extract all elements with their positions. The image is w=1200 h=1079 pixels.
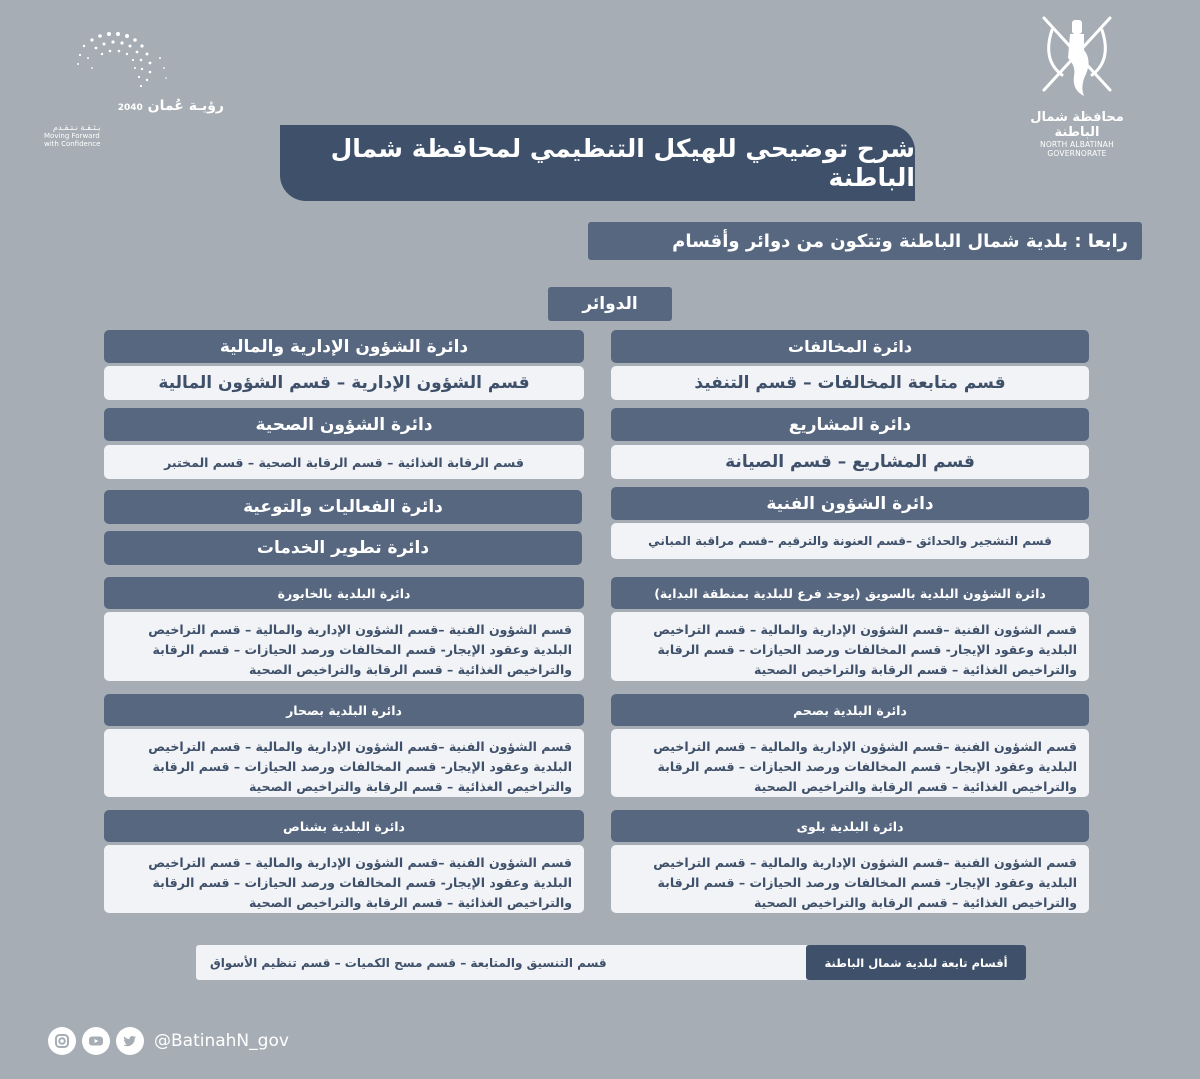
twitter-icon[interactable]: [116, 1027, 144, 1055]
dept-liwa-head: دائرة البلدية بلوى: [611, 810, 1089, 842]
governorate-name-ar: محافظة شمال الباطنة: [1030, 110, 1124, 140]
social-links: [48, 1025, 289, 1057]
dept-sohar-head: دائرة البلدية بصحار: [104, 694, 584, 726]
youtube-icon[interactable]: [82, 1027, 110, 1055]
dept-shinas-head: دائرة البلدية بشناص: [104, 810, 584, 842]
dept-technical-head: دائرة الشؤون الفنية: [611, 487, 1089, 520]
affiliated-sections-label: أقسام تابعة لبلدية شمال الباطنة: [806, 945, 1026, 980]
vision-tagline-en-2: with Confidence: [44, 140, 101, 148]
saham-line-3: والتراخيص الغذائية – قسم الرقابة والتراخيص الصحية: [753, 779, 1077, 794]
khaboura-line-3: والتراخيص الغذائية – قسم الرقابة والتراخيص الصحية: [248, 662, 572, 677]
dept-health-head: دائرة الشؤون الصحية: [104, 408, 584, 441]
dept-suwaiq-head: دائرة الشؤون البلدية بالسويق (يوجد فرع للبلدية بمنطقة البداية): [611, 577, 1089, 609]
dept-saham-sections: [611, 729, 1089, 797]
dept-liwa-sections: [611, 845, 1089, 913]
sohar-line-1: قسم الشؤون الفنية –قسم الشؤون الإدارية والمالية – قسم التراخيص: [148, 739, 572, 754]
twitter-handle[interactable]: @BatinahN_gov: [154, 1031, 289, 1051]
page-title: شرح توضيحي للهيكل التنظيمي لمحافظة شمال الباطنة: [280, 125, 915, 201]
dept-suwaiq-sections: [611, 612, 1089, 681]
shinas-line-1: قسم الشؤون الفنية –قسم الشؤون الإدارية والمالية – قسم التراخيص: [148, 855, 572, 870]
vision-tagline: [44, 124, 100, 148]
sohar-line-3: والتراخيص الغذائية – قسم الرقابة والتراخيص الصحية: [248, 779, 572, 794]
dept-saham-head: دائرة البلدية بصحم: [611, 694, 1089, 726]
dept-events-head: دائرة الفعاليات والتوعية: [104, 490, 582, 524]
vision-tagline-en-1: Moving Forward: [44, 132, 100, 140]
vision-tagline-ar: بـثـقـة نـتـقـدم: [53, 123, 101, 132]
dept-health-sections: قسم الرقابة الغذائية – قسم الرقابة الصحية – قسم المختبر: [104, 445, 584, 479]
dept-projects-head: دائرة المشاريع: [611, 408, 1089, 441]
saham-line-2: البلدية وعقود الإيجار- قسم المخالفات ورصد الحيازات – قسم الرقابة: [657, 759, 1077, 774]
suwaiq-line-1: قسم الشؤون الفنية –قسم الشؤون الإدارية والمالية – قسم التراخيص: [653, 622, 1077, 637]
dept-admin-finance-sections: قسم الشؤون الإدارية – قسم الشؤون المالية: [104, 366, 584, 400]
vision-year: 2040: [117, 103, 143, 113]
khanjar-emblem-icon: [1032, 10, 1122, 108]
suwaiq-line-3: والتراخيص الغذائية – قسم الرقابة والتراخيص الصحية: [753, 662, 1077, 677]
saham-line-1: قسم الشؤون الفنية –قسم الشؤون الإدارية والمالية – قسم التراخيص: [653, 739, 1077, 754]
vision-title-ar: [118, 98, 224, 114]
dept-shinas-sections: [104, 845, 584, 913]
dept-khaboura-sections: [104, 612, 584, 681]
governorate-name-en: NORTH ALBATINAH GOVERNORATE: [1040, 140, 1114, 158]
khaboura-line-1: قسم الشؤون الفنية –قسم الشؤون الإدارية والمالية – قسم التراخيص: [148, 622, 572, 637]
instagram-icon[interactable]: [48, 1027, 76, 1055]
affiliated-sections-list: قسم التنسيق والمتابعة – قسم مسح الكميات – قسم تنظيم الأسواق: [210, 955, 607, 970]
dept-technical-sections: قسم التشجير والحدائق –قسم العنونة والترقيم –قسم مراقبة المباني: [611, 523, 1089, 559]
oman-vision-logo: [40, 28, 230, 148]
shinas-line-3: والتراخيص الغذائية – قسم الرقابة والتراخيص الصحية: [248, 895, 572, 910]
liwa-line-1: قسم الشؤون الفنية –قسم الشؤون الإدارية والمالية – قسم التراخيص: [653, 855, 1077, 870]
sohar-line-2: البلدية وعقود الإيجار- قسم المخالفات ورصد الحيازات – قسم الرقابة: [152, 759, 572, 774]
liwa-line-3: والتراخيص الغذائية – قسم الرقابة والتراخيص الصحية: [753, 895, 1077, 910]
dept-services-head: دائرة تطوير الخدمات: [104, 531, 582, 565]
departments-heading: الدوائر: [548, 287, 672, 321]
page-subtitle: رابعا : بلدية شمال الباطنة وتتكون من دوائر وأقسام: [588, 222, 1142, 260]
dept-admin-finance-head: دائرة الشؤون الإدارية والمالية: [104, 330, 584, 363]
dept-violations-sections: قسم متابعة المخالفات – قسم التنفيذ: [611, 366, 1089, 400]
vision-name-ar: رؤيـة عُمان: [147, 98, 224, 114]
liwa-line-2: البلدية وعقود الإيجار- قسم المخالفات ورصد الحيازات – قسم الرقابة: [657, 875, 1077, 890]
khaboura-line-2: البلدية وعقود الإيجار- قسم المخالفات ورصد الحيازات – قسم الرقابة: [152, 642, 572, 657]
shinas-line-2: البلدية وعقود الإيجار- قسم المخالفات ورصد الحيازات – قسم الرقابة: [152, 875, 572, 890]
dept-sohar-sections: [104, 729, 584, 797]
dept-khaboura-head: دائرة البلدية بالخابورة: [104, 577, 584, 609]
dept-violations-head: دائرة المخالفات: [611, 330, 1089, 363]
dept-projects-sections: قسم المشاريع – قسم الصيانة: [611, 445, 1089, 479]
governorate-logo: [1012, 10, 1142, 158]
suwaiq-line-2: البلدية وعقود الإيجار- قسم المخالفات ورصد الحيازات – قسم الرقابة: [657, 642, 1077, 657]
